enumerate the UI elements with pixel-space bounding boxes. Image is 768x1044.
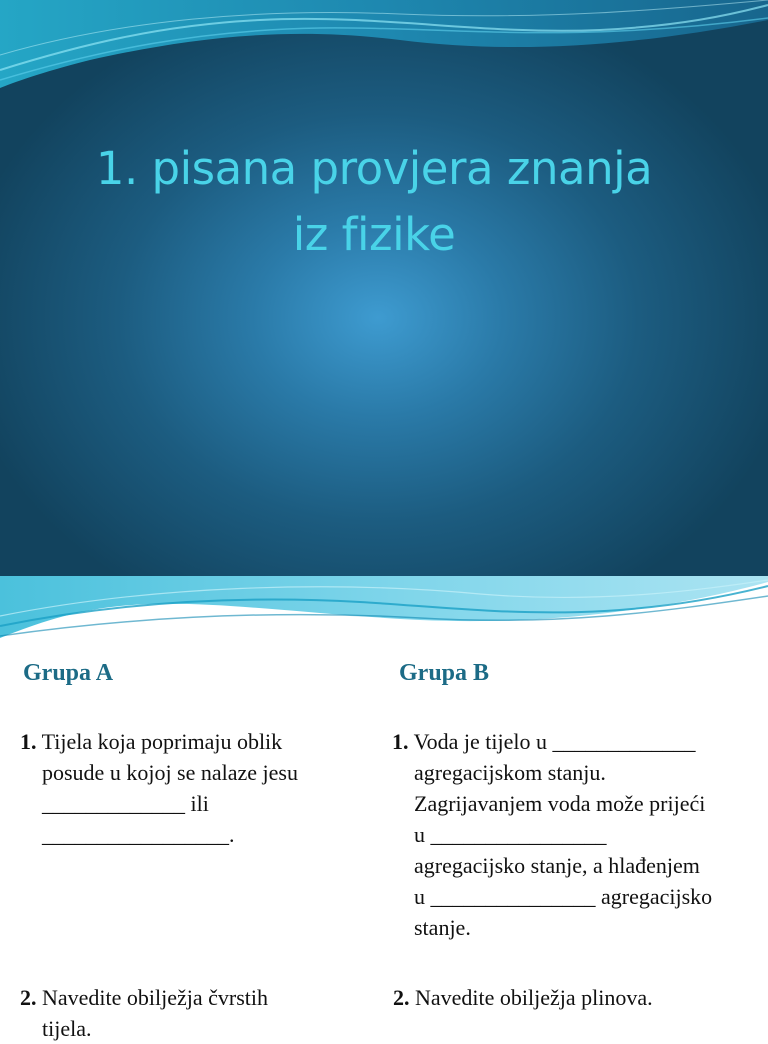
question-number: 1.	[392, 729, 409, 754]
answer-blank: u _______________ agregacijsko	[414, 884, 713, 909]
questions-slide	[0, 576, 768, 1041]
question-number: 2.	[393, 985, 410, 1010]
group-a-question-2	[20, 982, 268, 1044]
question-text: Navedite obilježja plinova.	[415, 985, 653, 1010]
question-line: agregacijskom stanju.	[414, 760, 606, 785]
answer-blank: _____________ ili	[42, 791, 209, 816]
question-text: Tijela koja poprimaju oblik	[41, 729, 283, 754]
question-number: 1.	[20, 729, 37, 754]
group-b-question-2	[393, 982, 653, 1013]
title-line-1: 1. pisana provjera znanja	[95, 142, 653, 195]
question-line: stanje.	[414, 915, 471, 940]
group-b-question-1	[392, 726, 712, 943]
group-b-heading: Grupa B	[399, 660, 490, 686]
wave-decoration	[0, 576, 768, 648]
group-a-heading: Grupa A	[23, 660, 114, 686]
wave-decoration	[0, 0, 768, 100]
answer-blank: u ________________	[414, 822, 607, 847]
question-line: posude u kojoj se nalaze jesu	[42, 760, 298, 785]
question-number: 2.	[20, 985, 37, 1010]
question-text: Navedite obilježja čvrstih	[42, 985, 269, 1010]
slide-title	[40, 136, 708, 268]
title-line-2: iz fizike	[292, 208, 456, 261]
group-a-question-1	[20, 726, 298, 850]
question-text: Voda je tijelo u _____________	[413, 729, 696, 754]
question-line: Zagrijavanjem voda može prijeći	[414, 791, 706, 816]
answer-blank: _________________.	[42, 822, 235, 847]
question-line: tijela.	[42, 1016, 92, 1041]
question-line: agregacijsko stanje, a hlađenjem	[414, 853, 700, 878]
